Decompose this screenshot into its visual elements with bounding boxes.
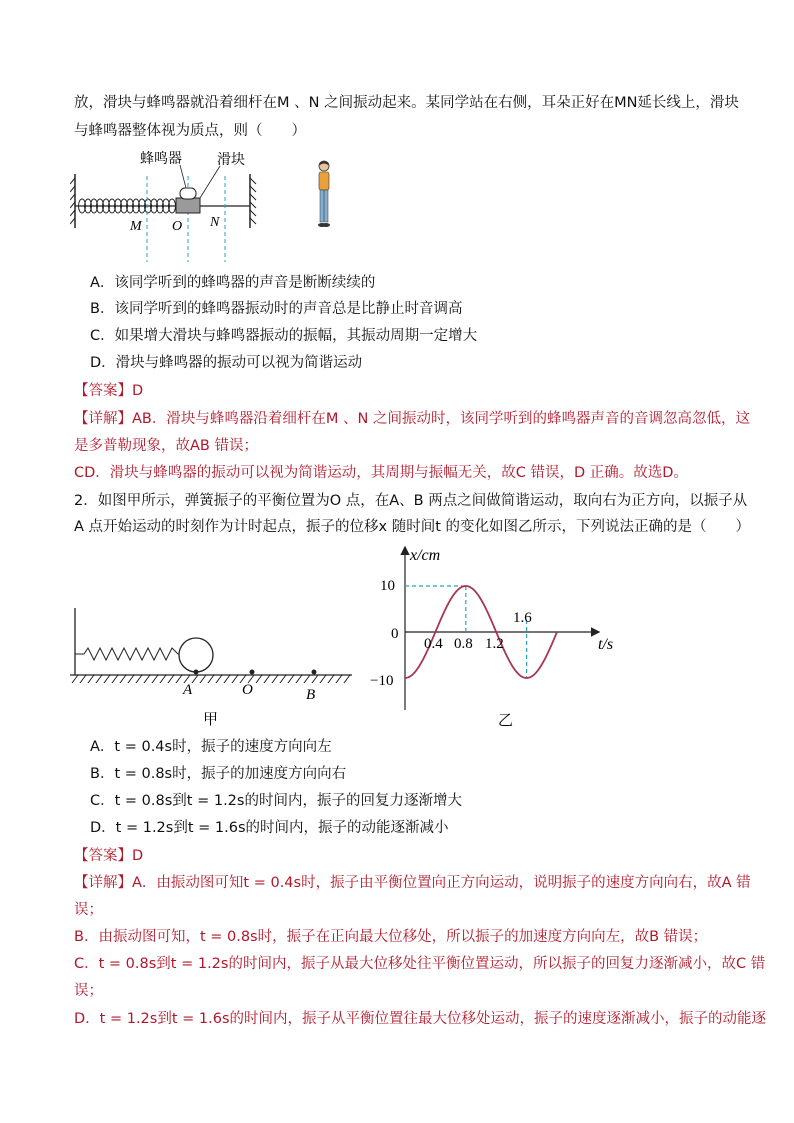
q1-detail-line3: CD．滑块与蜂鸣器的振动可以视为简谐运动，其周期与振幅无关，故C 错误，D 正确。故选D。 (74, 465, 688, 481)
q2-option-c: C．t = 0.8s到t = 1.2s的时间内，振子的回复力逐渐增大 (90, 793, 462, 809)
q1-option-a: A．该同学听到的蜂鸣器的声音是断断续续的 (90, 275, 376, 291)
caption-yi: 乙 (498, 711, 514, 729)
y-axis-label: x/cm (410, 547, 441, 564)
displacement-time-chart (358, 540, 638, 730)
x-tick-1.6: 1.6 (513, 610, 532, 626)
floor-hatch (72, 675, 350, 683)
q1-option-d: D．滑块与蜂鸣器的振动可以视为简谐运动 (90, 355, 363, 371)
q1-stem-line2: 与蜂鸣器整体视为质点，则（ ） (74, 123, 306, 139)
q2-detail-line4: C．t = 0.8s到t = 1.2s的时间内，振子从最大位移处往平衡位置运动，所以振子的回复力逐渐减小，故C 错 (74, 956, 766, 972)
x-tick-1.2: 1.2 (485, 636, 504, 652)
student-figure (312, 160, 336, 234)
q2-stem-line1: 2．如图甲所示，弹簧振子的平衡位置为O 点，在A、B 两点之间做简谐运动，取向右为正方向，以振子从 (74, 493, 748, 509)
fig-jia (70, 600, 360, 734)
point-O (250, 670, 255, 675)
y-tick-10: 10 (380, 578, 395, 594)
label-buzzer: 蜂鸣器 (140, 151, 182, 167)
q2-option-a: A．t = 0.4s时，振子的速度方向向左 (90, 739, 332, 755)
q2-answer: 【答案】D (74, 848, 144, 864)
q2-detail-line1: 【详解】A．由振动图可知t = 0.4s时，振子由平衡位置向正方向运动，说明振子的速度方向向右，故A 错 (74, 875, 751, 891)
y-tick-neg10: −10 (370, 673, 394, 689)
label-A: A (183, 682, 193, 698)
x-tick-0.4: 0.4 (424, 636, 443, 652)
point-B (312, 670, 317, 675)
label-M: M (130, 219, 142, 234)
buzzer (180, 188, 196, 199)
slider-leader (200, 166, 220, 198)
q1-answer: 【答案】D (74, 383, 144, 399)
x-tick-0.8: 0.8 (454, 636, 473, 652)
x-axis-label: t/s (598, 636, 614, 653)
q2-option-d: D．t = 1.2s到t = 1.6s的时间内，振子的动能逐渐减小 (90, 820, 449, 836)
label-N: N (210, 215, 220, 230)
q1-detail-line2: 是多普勒现象，故AB 错误； (74, 438, 258, 454)
y-tick-0: 0 (391, 626, 399, 642)
q2-detail-line3: B．由振动图可知，t = 0.8s时，振子在正向最大位移处，所以振子的加速度方向向左，故B 错误； (74, 929, 708, 945)
buzzer-leader (180, 165, 186, 188)
q1-option-b: B．该同学听到的蜂鸣器振动时的声音总是比静止时音调高 (90, 301, 463, 317)
right-wall-hatch (250, 178, 256, 224)
fig-yi (358, 540, 638, 734)
slider-block (176, 198, 200, 213)
q2-stem-line2: A 点开始运动的时刻作为计时起点，振子的位移x 随时间t 的变化如图乙所示，下列说法正确的是（ ） (74, 519, 751, 535)
q2-detail-line6: D．t = 1.2s到t = 1.6s的时间内，振子从平衡位置往最大位移处运动，振子的速度逐渐减小，振子的动能逐 (74, 1011, 766, 1027)
caption-jia: 甲 (203, 710, 219, 728)
oscillator-ball (179, 638, 213, 672)
label-O: O (242, 682, 253, 698)
q1-detail-line1: 【详解】AB．滑块与蜂鸣器沿着细杆在M 、N 之间振动时，该同学听到的蜂鸣器声音的音调忽高忽低，这 (74, 411, 750, 427)
point-A (194, 670, 199, 675)
label-slider: 滑块 (217, 152, 245, 168)
q2-detail-line2: 误； (74, 902, 103, 918)
label-O: O (172, 219, 183, 234)
spring-oscillator-diagram (70, 600, 360, 730)
q1-stem-line1: 放，滑块与蜂鸣器就沿着细杆在M 、N 之间振动起来。某同学站在右侧，耳朵正好在MN延长线上，滑块 (74, 95, 739, 111)
spring (75, 648, 180, 660)
q2-detail-line5: 误； (74, 983, 103, 999)
q1-option-c: C．如果增大滑块与蜂鸣器振动的振幅，其振动周期一定增大 (90, 328, 478, 344)
label-B: B (306, 687, 316, 703)
q2-option-b: B．t = 0.8s时，振子的加速度方向向右 (90, 766, 347, 782)
person-icon (312, 160, 336, 230)
